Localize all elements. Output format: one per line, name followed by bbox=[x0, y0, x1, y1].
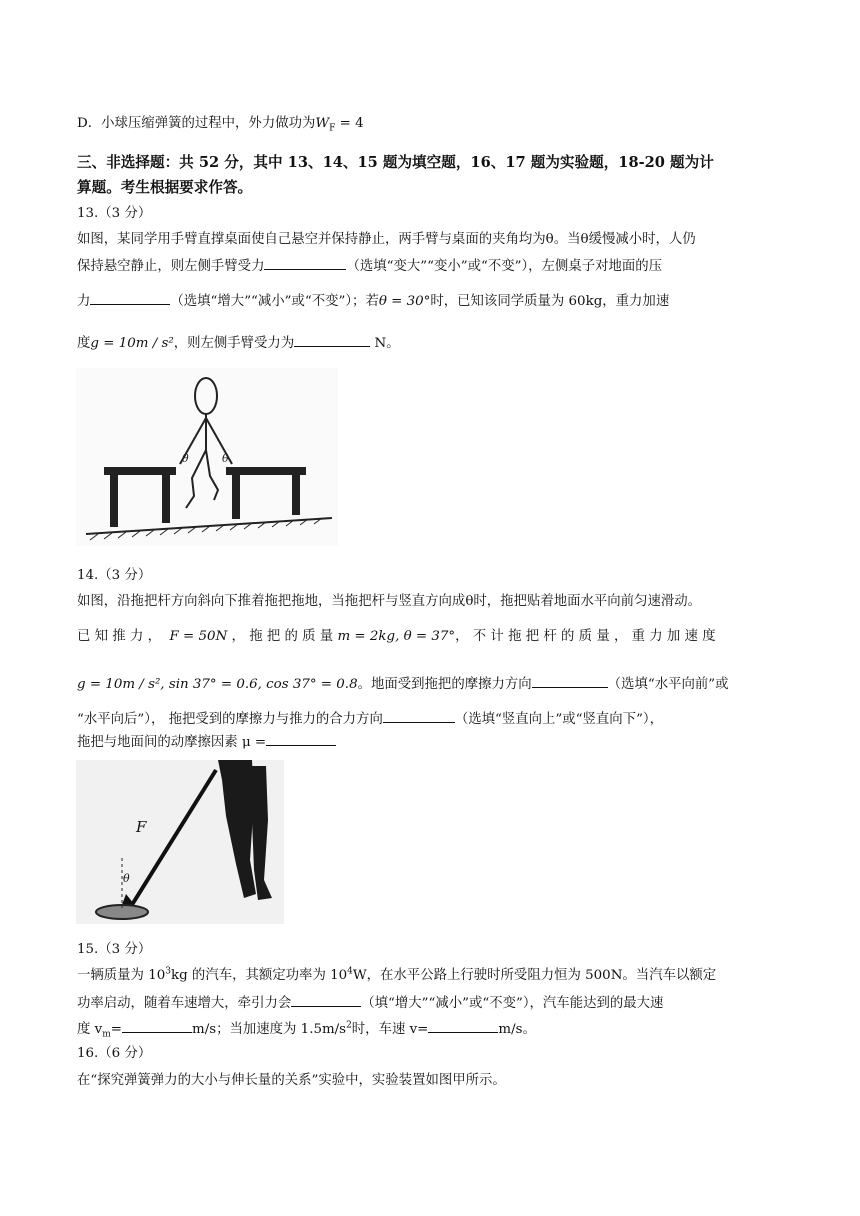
q14-line5: 拖把与地面间的动摩擦因素 μ = bbox=[77, 731, 336, 753]
q16-line1: 在“探究弹簧弹力的大小与伸长量的关系”实验中，实验装置如图甲所示。 bbox=[77, 1073, 506, 1088]
q15-line3: 度 $v_m= m/s$；当加速度为 $1.5m/s^2$时，车速 v= m/s。 bbox=[77, 1018, 536, 1040]
q15-blank2[interactable] bbox=[122, 1018, 192, 1033]
q13-figure bbox=[76, 368, 338, 546]
q13-header: 13.（3 分） bbox=[77, 206, 152, 221]
option-d: D．小球压缩弹簧的过程中，外力做功为$W_F = 4$ bbox=[77, 116, 364, 134]
q14-line4: “水平向后”）， 拖把受到的摩擦力与推力的合力方向 （选填“竖直向上”或“竖直向下”）， bbox=[77, 708, 663, 730]
theta-left-label: θ bbox=[182, 452, 189, 465]
q13-line2: 保持悬空静止，则左侧手臂受力 （选填“变大”“变小”或“不变”），左侧桌子对地面的压 bbox=[77, 255, 662, 277]
q15-line2: 功率启动，随着车速增大，牵引力会 （填“增大”“减小”或“不变”），汽车能达到的最大速 bbox=[77, 992, 663, 1014]
q15-blank1[interactable] bbox=[291, 992, 361, 1007]
q15-line1: 一辆质量为 $10^3kg$ 的汽车，其额定功率为 $10^4W$，在水平公路上行驶时所受阻力恒为 500N。当汽车以额定 bbox=[77, 966, 717, 983]
theta-right-label: θ bbox=[222, 452, 229, 465]
q15-blank3[interactable] bbox=[428, 1018, 498, 1033]
q14-figure bbox=[76, 760, 284, 924]
q13-blank1[interactable] bbox=[264, 255, 346, 270]
q13-line4: 度g = 10m / s²，则左侧手臂受力为 N。 bbox=[77, 332, 400, 354]
q14-header: 14.（3 分） bbox=[77, 568, 152, 583]
section-heading-line1: 三、非选择题：共 52 分，其中 13、14、15 题为填空题，16、17 题为实验题，18-20 题为计 bbox=[77, 154, 714, 171]
q16-header: 16.（6 分） bbox=[77, 1046, 152, 1061]
q14-blank1[interactable] bbox=[532, 673, 608, 688]
q14-line1: 如图，沿拖把杆方向斜向下推着拖把拖地，当拖把杆与竖直方向成θ时，拖把贴着地面水平向前匀速滑动。 bbox=[77, 594, 702, 609]
q14-blank3[interactable] bbox=[266, 731, 336, 746]
q13-blank3[interactable] bbox=[294, 332, 370, 347]
q14-line2: 已 知 推 力 ， F = 50N ， 拖 把 的 质 量 m = 2kg, θ = 37°， 不 计 拖 把 杆 的 质 量 ， 重 力 加 速 度 bbox=[77, 629, 716, 644]
q14-blank2[interactable] bbox=[383, 708, 455, 723]
section-heading-line2: 算题。考生根据要求作答。 bbox=[77, 179, 253, 196]
q14-line3: g = 10m / s², sin 37° = 0.6, cos 37° = 0.8。地面受到拖把的摩擦力方向 （选填“水平向前”或 bbox=[77, 673, 729, 695]
q13-line3: 力 （选填“增大”“减小”或“不变”）；若θ = 30°时，已知该同学质量为 60kg，重力加速 bbox=[77, 290, 669, 312]
force-label: F bbox=[136, 818, 147, 836]
q13-blank2[interactable] bbox=[90, 290, 170, 305]
theta-label: θ bbox=[123, 872, 130, 885]
q15-header: 15.（3 分） bbox=[77, 942, 152, 957]
q13-line1: 如图，某同学用手臂直撑桌面使自己悬空并保持静止，两手臂与桌面的夹角均为θ。当θ缓慢减小时，人仍 bbox=[77, 232, 696, 247]
